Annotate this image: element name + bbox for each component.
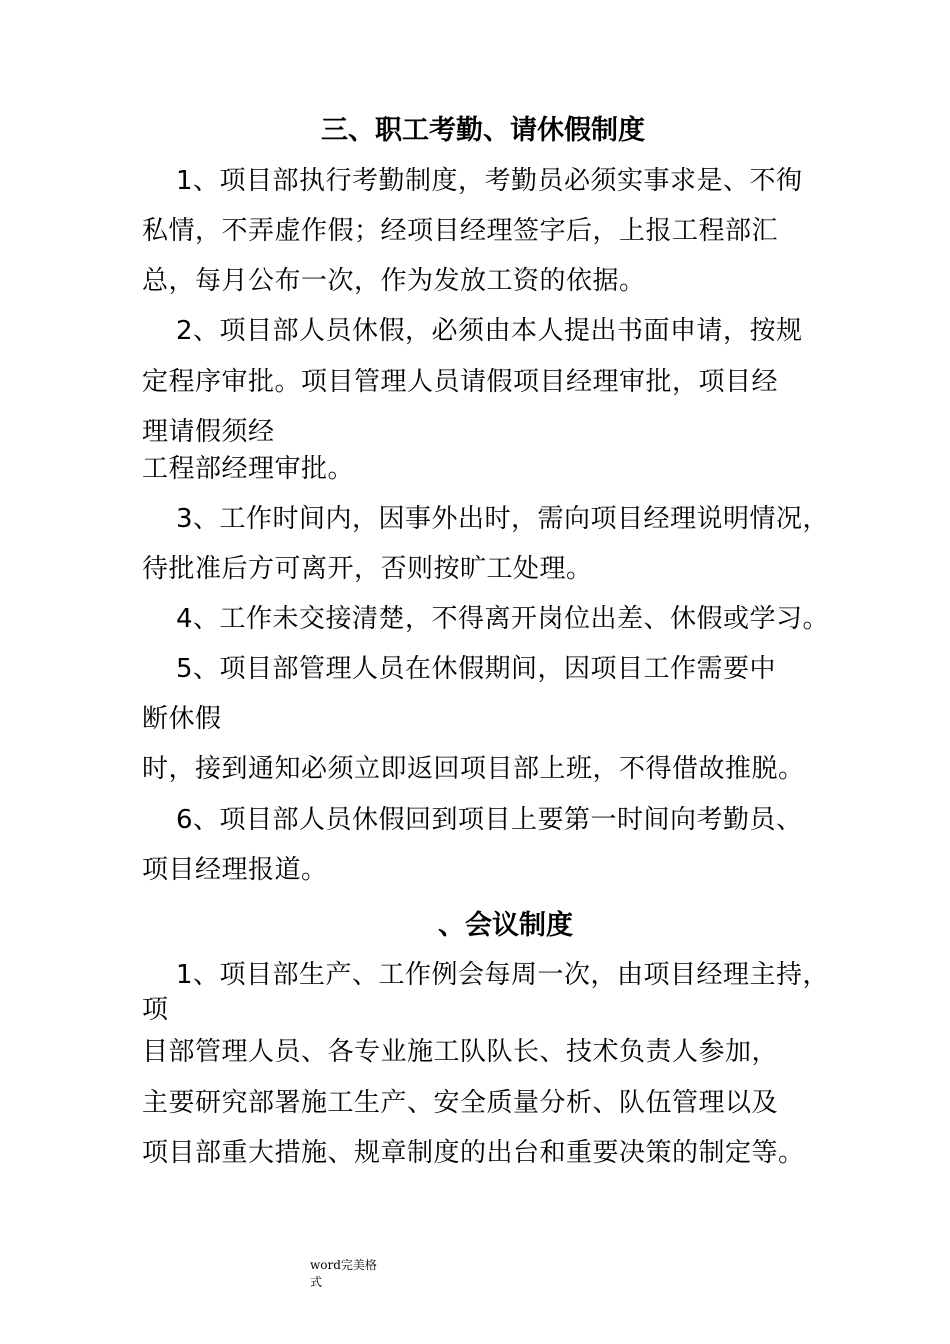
paragraph-line: 断休假: [142, 704, 222, 734]
paragraph-line: 1、项目部生产、工作例会每周一次，由项目经理主持，: [176, 960, 830, 990]
paragraph-line: 5、项目部管理人员在休假期间，因项目工作需要中: [176, 654, 777, 684]
paragraph-line: 待批准后方可离开，否则按旷工处理。: [142, 554, 593, 584]
paragraph-line: 项: [142, 995, 169, 1025]
section-3-title: 三、职工考勤、请休假制度: [321, 115, 645, 146]
paragraph-line: 主要研究部署施工生产、安全质量分析、队伍管理以及: [142, 1088, 779, 1118]
paragraph-line: 总，每月公布一次，作为发放工资的依据。: [142, 266, 646, 296]
paragraph-line: 目部管理人员、各专业施工队队长、技术负责人参加，: [142, 1037, 779, 1067]
paragraph-line: 理请假须经: [142, 417, 275, 447]
paragraph-line: 定程序审批。项目管理人员请假项目经理审批，项目经: [142, 367, 779, 397]
paragraph-line: 项目经理报道。: [142, 855, 328, 885]
footer-text: 式: [310, 1275, 323, 1289]
paragraph-line: 3、工作时间内，因事外出时，需向项目经理说明情况，: [176, 504, 830, 534]
footer-text: word完美格: [310, 1258, 377, 1272]
paragraph-line: 2、项目部人员休假，必须由本人提出书面申请，按规: [176, 316, 803, 346]
paragraph-line: 4、工作未交接清楚，不得离开岗位出差、休假或学习。: [176, 604, 830, 634]
paragraph-line: 私情，不弄虚作假；经项目经理签字后，上报工程部汇: [142, 216, 779, 246]
section-4-title: 、会议制度: [438, 910, 573, 941]
paragraph-line: 6、项目部人员休假回到项目上要第一时间向考勤员、: [176, 805, 803, 835]
paragraph-line: 1、项目部执行考勤制度，考勤员必须实事求是、不徇: [176, 166, 803, 196]
paragraph-line: 项目部重大措施、规章制度的出台和重要决策的制定等。: [142, 1138, 805, 1168]
paragraph-line: 工程部经理审批。: [142, 454, 355, 484]
paragraph-line: 时，接到通知必须立即返回项目部上班，不得借故推脱。: [142, 754, 805, 784]
